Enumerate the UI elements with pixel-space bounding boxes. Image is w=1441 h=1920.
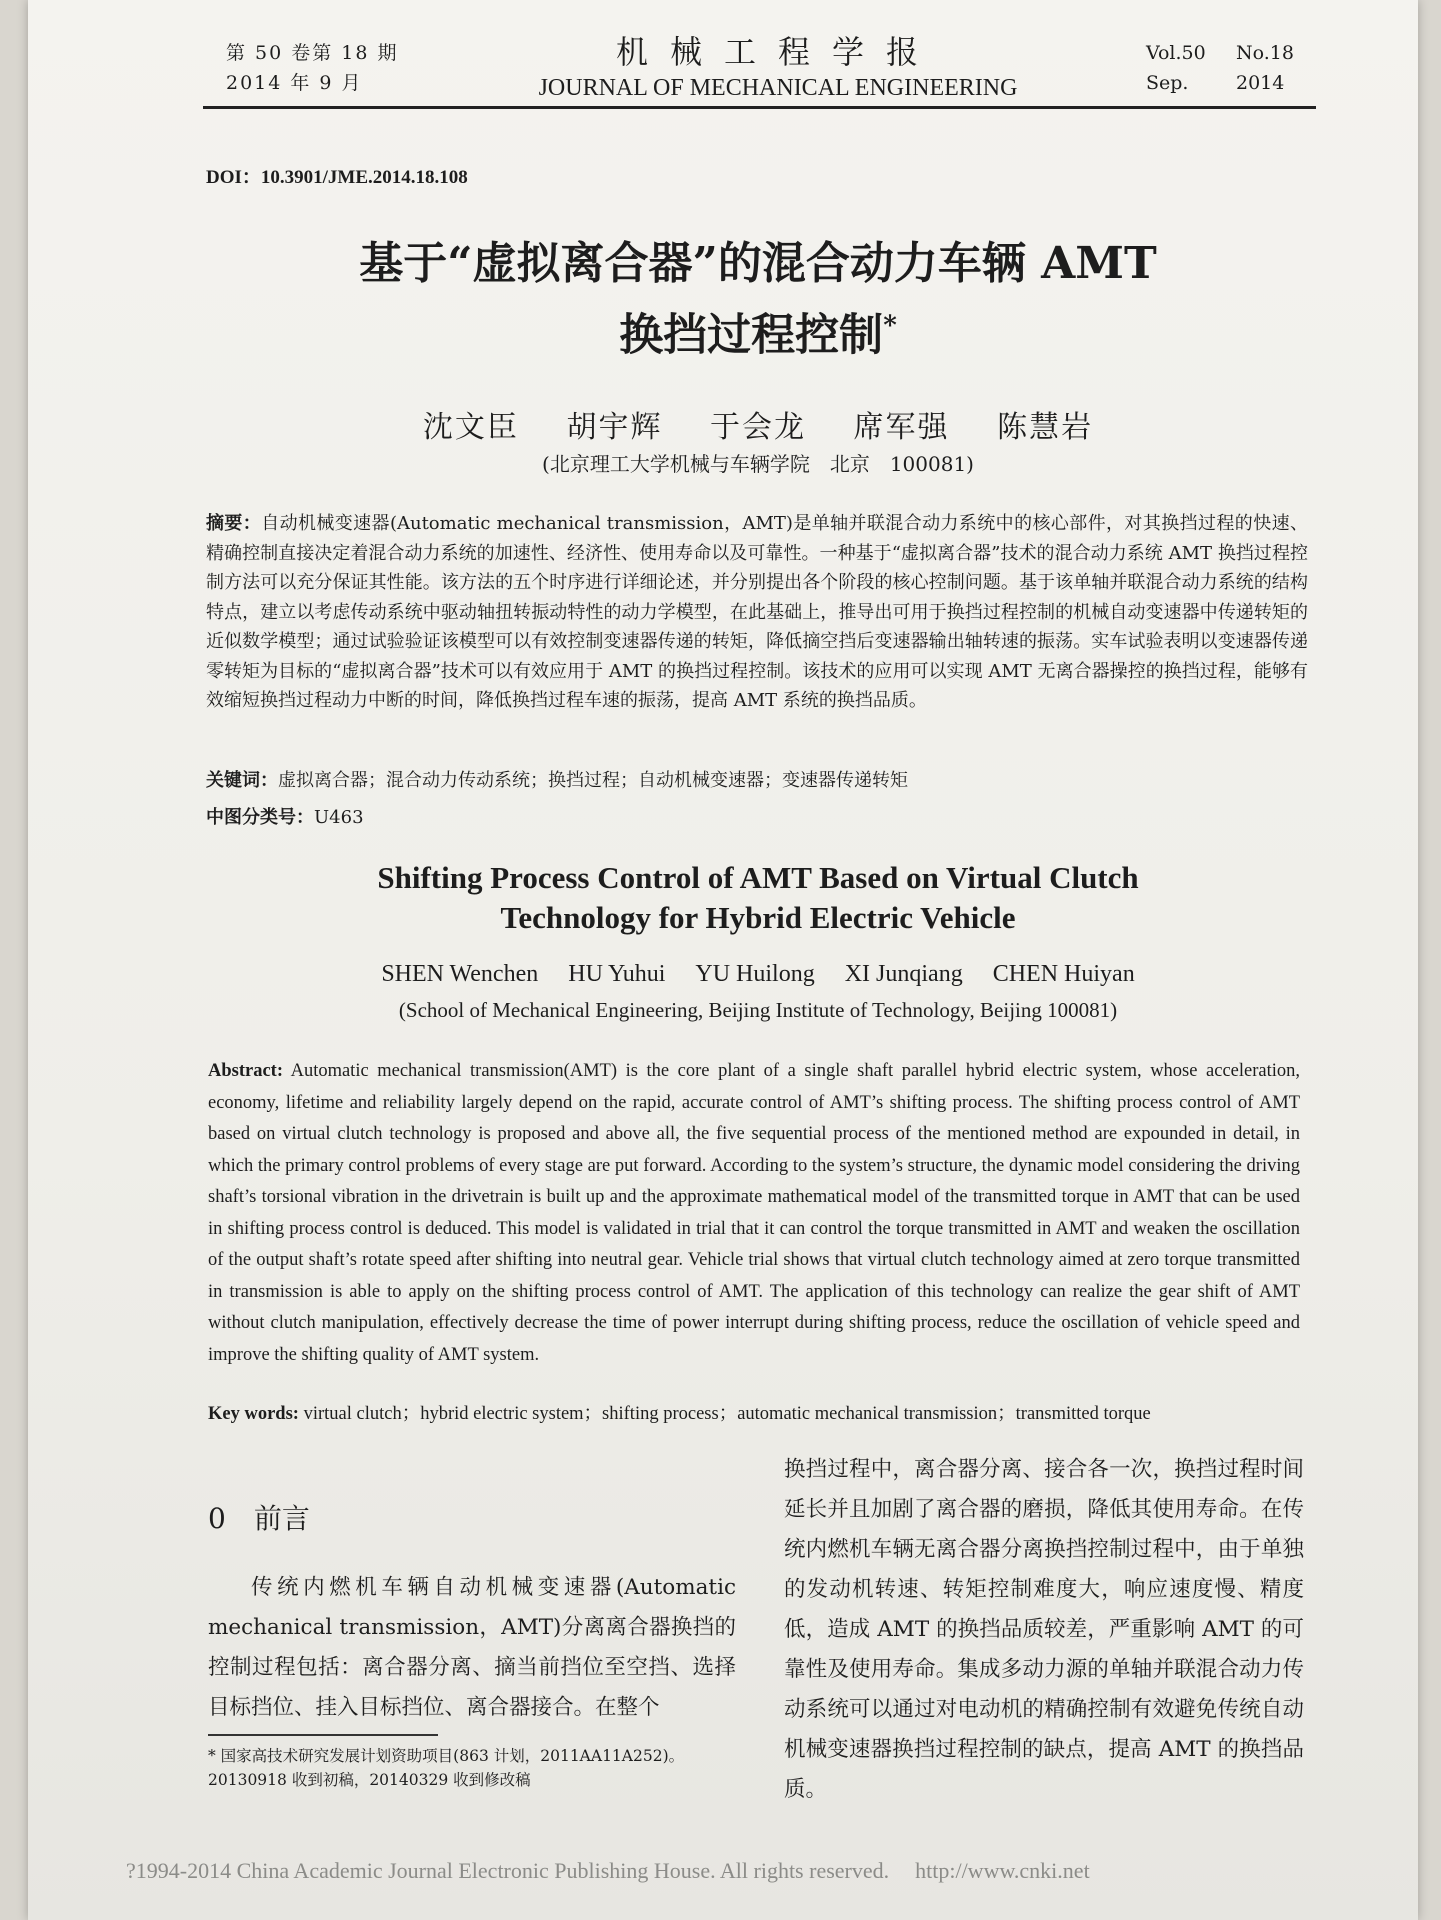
title-zh: [188, 233, 1328, 367]
title-zh-line2: 换挡过程控制: [619, 309, 884, 361]
abstract-zh-text: 自动机械变速器(Automatic mechanical transmission，AMT)是单轴并联混合动力系统中的核心部件，对其换挡过程的快速、精确控制直接决定着混合动力系统的加速性、经济性、使用寿命以及可靠性。一种基于“虚拟离合器”技术的混合动力系统 AMT 换挡过程控制方法可以充分保证其性能。该方法的五个时序进行详细论述，并分别提出各个阶段的核心控制问题。基于该单轴并联混合动力系统的结构特点，建立以考虑传动系统中驱动轴扭转振动特性的动力学模型，在此基础上，推导出可用于换挡过程控制的机械自动变速器中传递转矩的近似数学模型；通过试验验证该模型可以有效控制变速器传递的转矩，降低摘空挡后变速器输出轴转速的振荡。实车试验表明以变速器传递零转矩为目标的“虚拟离合器”技术可以有效应用于 AMT 的换挡过程控制。该技术的应用可以实现 AMT 无离合器操控的换挡过程，能够有效缩短换挡过程动力中断的时间，降低换挡过程车速的振荡，提高 AMT 系统的换挡品质。: [206, 513, 1308, 711]
doi: DOI：10.3901/JME.2014.18.108: [206, 167, 468, 188]
author-zh: 席军强: [853, 410, 950, 445]
body-left-column: 传统内燃机车辆自动机械变速器(Automatic mechanical transmission，AMT)分离离合器换挡的控制过程包括：离合器分离、摘当前挡位至空挡、选择目标挡位、挂入目标挡位、离合器接合。在整个: [208, 1575, 736, 1720]
keywords-en-label: Key words:: [208, 1404, 299, 1424]
author-en: HU Yuhui: [568, 961, 666, 987]
header-issue-zh: [226, 38, 399, 98]
date-zh: 2014 年 9 月: [226, 72, 363, 94]
keywords-zh-text: 虚拟离合器；混合动力传动系统；换挡过程；自动机械变速器；变速器传递转矩: [278, 770, 908, 791]
keywords-zh: [206, 766, 1308, 796]
header-issue-en: [1146, 38, 1326, 98]
section-heading: [208, 1497, 338, 1537]
authors-en: [188, 961, 1328, 988]
title-en: [188, 858, 1328, 938]
abstract-en: [208, 1056, 1300, 1371]
vol-en: Vol.50: [1146, 42, 1206, 64]
classification-zh-text: U463: [314, 807, 364, 828]
author-en: SHEN Wenchen: [381, 961, 539, 987]
authors-zh: [188, 402, 1328, 446]
page-footer: [126, 1858, 1326, 1884]
no-en: No.18: [1236, 42, 1294, 64]
title-zh-line1: 基于“虚拟离合器”的混合动力车辆 AMT: [359, 238, 1157, 289]
author-zh: 沈文臣: [422, 410, 519, 445]
classification-zh-label: 中图分类号：: [206, 807, 314, 828]
keywords-en: [208, 1399, 1300, 1431]
body-right-column: 换挡过程中，离合器分离、接合各一次，换挡过程时间延长并且加剧了离合器的磨损，降低其使用寿命。在传统内燃机车辆无离合器分离换挡控制过程中，由于单独的发动机转速、转矩控制难度大，响应速度慢、精度低，造成 AMT 的换挡品质较差，严重影响 AMT 的可靠性及使用寿命。集成多动力源的单轴并联混合动力传动系统可以通过对电动机的精确控制有效避免传统自动机械变速器换挡过程控制的缺点，提高 AMT 的换挡品质。: [784, 1457, 1304, 1802]
journal-name-zh: 机械工程学报: [615, 33, 940, 71]
footnote-line2: 20130918 收到初稿，20140329 收到修改稿: [208, 1771, 531, 1789]
vol-issue-zh: 第 50 卷第 18 期: [226, 42, 399, 64]
author-zh: 胡宇辉: [566, 410, 663, 445]
year-en: 2014: [1236, 72, 1285, 94]
footnote-line1: * 国家高技术研究发展计划资助项目(863 计划，2011AA11A252)。: [208, 1747, 685, 1765]
title-en-line2: Technology for Hybrid Electric Vehicle: [500, 900, 1016, 935]
section-title: 前言: [253, 1502, 310, 1535]
classification-zh: [206, 803, 1308, 833]
keywords-zh-label: 关键词：: [206, 770, 278, 791]
abstract-en-text: Automatic mechanical transmission(AMT) is the core plant of a single shaft parallel hybrid electric system, whose acceleration, economy, lifetime and reliability largely depend on the rapid, accurate control of AMT’s shifting process. The shifting process control of AMT based on virtual clutch technology is proposed and above all, the five sequential process of the mentioned method are expounded in detail, in which the primary control problems of every stage are put forward. According to the system’s structure, the dynamic model considering the driving shaft’s torsional vibration in the drivetrain is built up and the approximate mathematical model of the transmitted torque in AMT that can be used in shifting process control is deduced. This model is validated in trial that it can control the torque transmitted in AMT and weaken the oscillation of the output shaft’s rotate speed after shifting into neutral gear. Vehicle trial shows that virtual clutch technology aimed at zero torque transmitted in transmission is able to apply on the shifting process control of AMT. The application of this technology can realize the gear shift of AMT without clutch manipulation, effectively decrease the time of power interrupt during shifting process, reduce the oscillation of vehicle speed and improve the shifting quality of AMT system.: [208, 1061, 1301, 1365]
month-en: Sep.: [1146, 72, 1189, 94]
title-en-line1: Shifting Process Control of AMT Based on Virtual Clutch: [377, 860, 1139, 895]
keywords-en-text: virtual clutch；hybrid electric system；shifting process；automatic mechanical transmission；transmitted torque: [303, 1404, 1151, 1424]
abstract-zh-label: 摘要：: [206, 513, 262, 534]
footnote: [208, 1744, 748, 1792]
author-en: CHEN Huiyan: [992, 961, 1135, 987]
paper-page: [28, 0, 1418, 1920]
journal-name: [488, 32, 1068, 104]
abstract-zh: [206, 509, 1308, 716]
header-rule: [203, 106, 1316, 109]
affiliation-zh: (北京理工大学机械与车辆学院 北京 100081): [542, 452, 974, 476]
section-number: 0: [208, 1502, 226, 1535]
title-footnote-mark: *: [883, 311, 897, 341]
journal-name-en: JOURNAL OF MECHANICAL ENGINEERING: [538, 75, 1018, 101]
abstract-en-label: Abstract:: [208, 1061, 284, 1081]
author-zh: 陈慧岩: [997, 410, 1094, 445]
footnote-rule: [208, 1734, 438, 1736]
author-en: YU Huilong: [695, 961, 815, 987]
author-zh: 于会龙: [710, 410, 806, 445]
author-en: XI Junqiang: [844, 961, 963, 987]
copyright-notice: ?1994-2014 China Academic Journal Electronic Publishing House. All rights reserved.: [126, 1858, 890, 1883]
affiliation-en: (School of Mechanical Engineering, Beijing Institute of Technology, Beijing 100081): [398, 998, 1118, 1022]
footer-url[interactable]: http://www.cnki.net: [915, 1858, 1090, 1883]
